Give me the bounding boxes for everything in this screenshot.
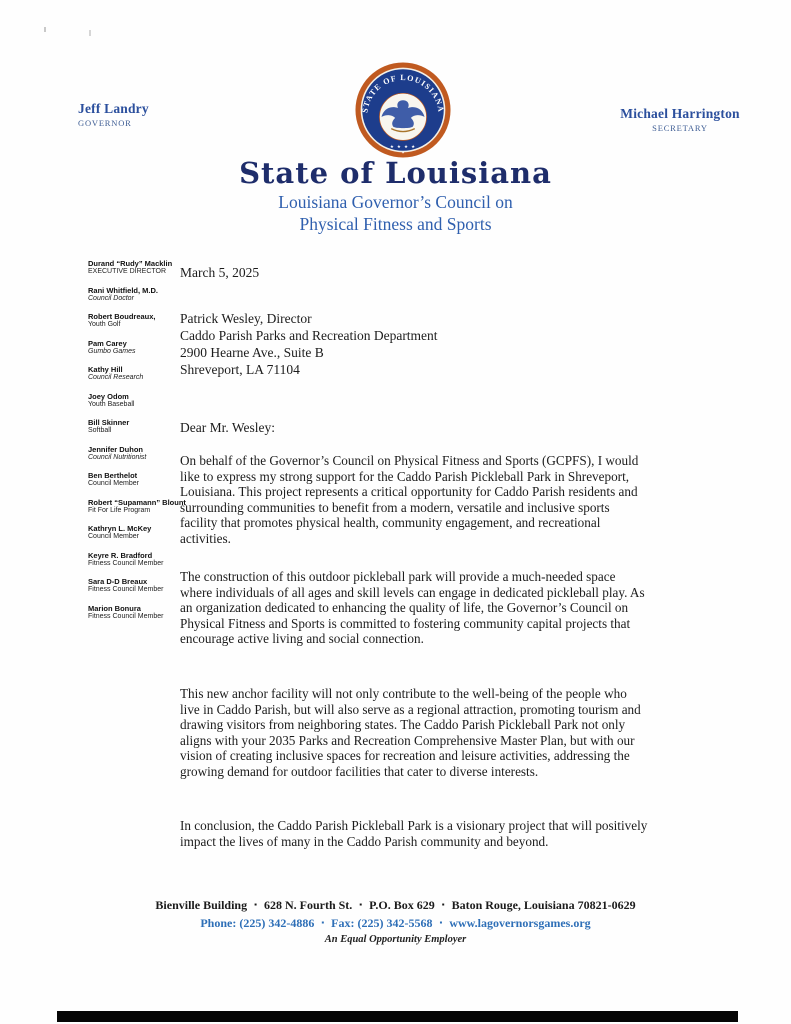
paragraph: The construction of this outdoor pickleball park will provide a much-needed space where individuals of all ages and skill levels can engage in dedicated pickleball play. As an organization dedicated to enhancing the quality of life, the Governor’s Council on Physical Fitness and Sports is committed to fostering community capital projects that encourage active living and social connection. xyxy=(180,569,645,646)
footer-contact-line xyxy=(0,916,791,931)
secretary-title: SECRETARY xyxy=(652,123,708,133)
secretary-block xyxy=(605,106,755,133)
member-name: Sara D-D Breaux xyxy=(88,577,148,586)
paragraph: In conclusion, the Caddo Parish Pickleball Park is a visionary project that will positively impact the lives of many in the Caddo Parish community and beyond. xyxy=(180,818,648,849)
footer-eoe-line: An Equal Opportunity Employer xyxy=(324,934,467,945)
member-name: Ben Berthelot xyxy=(88,471,138,480)
member-item xyxy=(88,312,188,329)
member-name: Joey Odom xyxy=(88,391,129,401)
footer-phone: Phone: (225) 342-4886 xyxy=(200,916,315,930)
member-role: Youth Golf xyxy=(88,321,121,328)
salutation: Dear Mr. Wesley: xyxy=(180,420,276,435)
bullet-separator-icon: ▪ xyxy=(321,918,325,927)
bullet-separator-icon: ▪ xyxy=(441,900,445,909)
member-role: Gumbo Games xyxy=(88,347,136,355)
member-item xyxy=(88,392,188,409)
recipient-line: Shreveport, LA 71104 xyxy=(180,362,300,377)
member-name: Kathy Hill xyxy=(88,365,123,374)
org-subtitle xyxy=(0,191,791,235)
org-title: State of Louisiana xyxy=(239,156,552,190)
member-item xyxy=(88,339,188,356)
member-role: Fitness Council Member xyxy=(88,586,164,593)
scan-speckle xyxy=(89,30,91,36)
member-role: Fit For Life Program xyxy=(88,506,151,514)
member-item xyxy=(88,577,188,594)
paragraph: This new anchor facility will not only contribute to the well-being of the people who live in Caddo Parish, but will also serve as a regional attraction, promoting tourism and drawing visitors from neighboring states. The Caddo Parish Pickleball Park not only aligns with your 2035 Parks and Recreation Comprehensive Master Plan, but with our vision of creating inclusive spaces for recreation and leisure activities, addressing the growing demand for outdoor facilities that cater to diverse interests. xyxy=(180,686,641,779)
member-name: Jennifer Duhon xyxy=(88,444,144,454)
letter-date: March 5, 2025 xyxy=(180,265,260,280)
member-name: Robert Boudreaux, xyxy=(88,312,156,321)
governor-block xyxy=(78,101,149,128)
scan-speckle xyxy=(44,27,46,32)
member-role: Council Member xyxy=(88,480,139,487)
recipient-address xyxy=(180,310,438,378)
member-item xyxy=(88,445,188,462)
member-name: Durand “Rudy” Macklin xyxy=(88,259,173,268)
member-name: Keyre R. Bradford xyxy=(88,550,153,560)
footer-address-line xyxy=(0,898,791,913)
bullet-separator-icon: ▪ xyxy=(359,900,363,909)
member-role: Council Research xyxy=(88,374,144,381)
member-role: Fitness Council Member xyxy=(88,612,164,620)
scan-artifact-bar xyxy=(57,1011,738,1022)
bullet-separator-icon: ▪ xyxy=(439,918,443,927)
member-name: Robert “Supamann” Blount xyxy=(88,497,186,507)
member-role: EXECUTIVE DIRECTOR xyxy=(88,268,167,275)
member-role: Youth Baseball xyxy=(88,400,135,408)
member-role: Fitness Council Member xyxy=(88,559,164,567)
member-name: Kathryn L. McKey xyxy=(88,524,152,533)
member-item xyxy=(88,286,188,303)
footer-address-part: Bienville Building xyxy=(155,898,248,912)
member-item xyxy=(88,551,188,568)
recipient-line: Patrick Wesley, Director xyxy=(180,311,312,326)
member-item xyxy=(88,418,188,435)
letterhead-footer xyxy=(0,898,791,945)
member-item xyxy=(88,524,188,541)
footer-address-part: Baton Rouge, Louisiana 70821-0629 xyxy=(451,898,636,912)
member-name: Bill Skinner xyxy=(88,418,130,427)
org-subtitle-line2: Physical Fitness and Sports xyxy=(299,214,492,234)
member-role: Softball xyxy=(88,427,112,434)
seal-stars: ★ ★ ★ ★ xyxy=(389,144,417,150)
member-role: Council Doctor xyxy=(88,294,134,302)
member-item xyxy=(88,471,188,488)
council-members-sidebar xyxy=(88,259,188,630)
member-role: Council Nutritionist xyxy=(88,453,147,461)
footer-fax: Fax: (225) 342-5568 xyxy=(331,916,433,930)
member-item xyxy=(88,259,188,276)
member-role: Council Member xyxy=(88,533,139,540)
bullet-separator-icon: ▪ xyxy=(254,900,257,909)
org-subtitle-line1: Louisiana Governor’s Council on xyxy=(278,192,513,212)
seal-ring-text: STATE OF LOUISIANA xyxy=(360,73,446,114)
member-name: Rani Whitfield, M.D. xyxy=(88,285,158,295)
member-item xyxy=(88,498,188,515)
footer-address-part: 628 N. Fourth St. xyxy=(263,898,353,912)
member-name: Marion Bonura xyxy=(88,603,141,613)
member-name: Pam Carey xyxy=(88,338,127,348)
secretary-name: Michael Harrington xyxy=(620,106,740,121)
governor-name: Jeff Landry xyxy=(78,101,149,116)
governor-title: GOVERNOR xyxy=(78,118,132,128)
louisiana-state-seal-icon xyxy=(354,61,452,159)
footer-website: www.lagovernorsgames.org xyxy=(449,916,591,930)
seal-bottom-star: ★ xyxy=(401,150,405,155)
member-item xyxy=(88,604,188,621)
footer-address-part: P.O. Box 629 xyxy=(369,898,435,912)
paragraph: On behalf of the Governor’s Council on Physical Fitness and Sports (GCPFS), I would like to express my strong support for the Caddo Parish Pickleball Park in Shreveport, Louisiana. This project represents a critical opportunity for Caddo Parish residents and surrounding communities to benefit from a modern, versatile and inclusive sports facility that promotes physical health, community engagement, and recreational activities. xyxy=(180,453,639,546)
recipient-line: 2900 Hearne Ave., Suite B xyxy=(180,345,324,360)
member-item xyxy=(88,365,188,382)
recipient-line: Caddo Parish Parks and Recreation Department xyxy=(180,328,438,343)
